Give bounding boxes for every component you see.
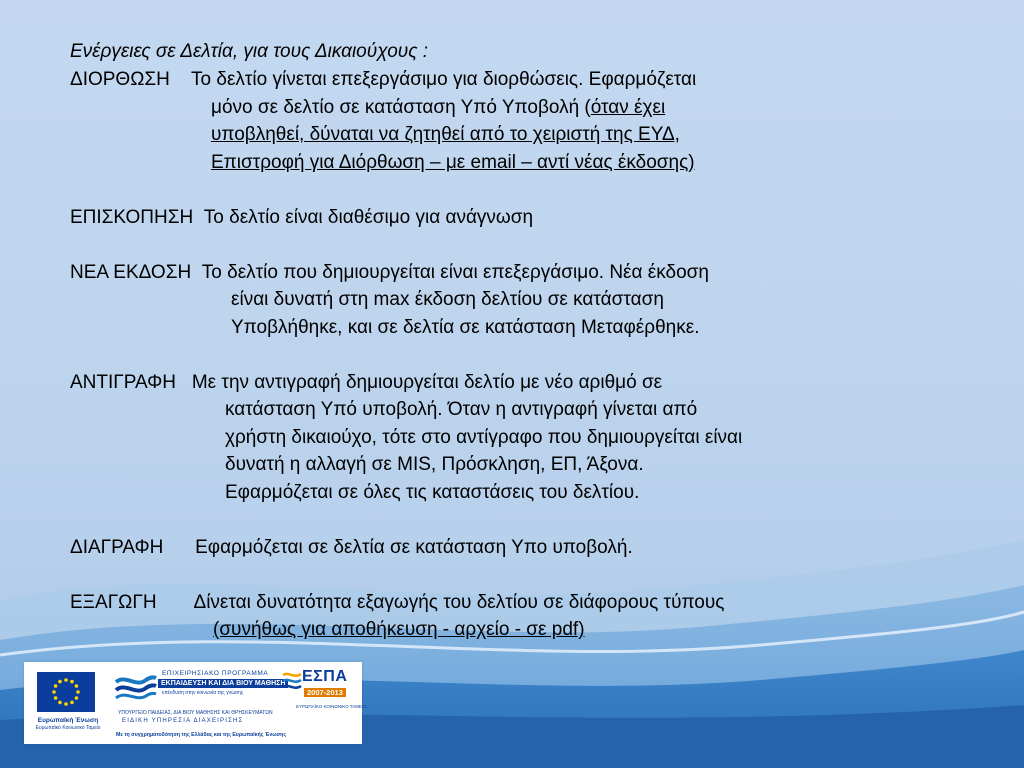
cofunding-note: Με τη συγχρηματοδότηση της Ελλάδας και της Ευρωπαϊκής Ένωσης <box>116 732 287 738</box>
entry-text: δυνατή η αλλαγή σε MIS, Πρόσκληση, ΕΠ, Άξονα. <box>225 454 644 475</box>
entry-label: ΔΙΟΡΘΩΣΗ <box>70 69 170 90</box>
entry-underlined-text: (συνήθως για αποθήκευση - αρχείο - σε pdf) <box>213 619 585 640</box>
entry-text: Υποβλήθηκε, και σε δελτία σε κατάσταση Μεταφέρθηκε. <box>231 316 700 338</box>
entry-label: ΔΙΑΓΡΑΦΗ <box>70 536 164 558</box>
entry-text: χρήστη δικαιούχο, τότε στο αντίγραφο που δημιουργείται είναι <box>225 426 743 448</box>
entry-label: ΕΞΑΓΩΓΗ <box>70 591 157 613</box>
slide-title: Ενέργειες σε Δελτία, για τους Δικαιούχους : <box>70 41 429 62</box>
entry-text: κατάσταση Υπό υποβολή. Όταν η αντιγραφή γίνεται από <box>225 399 698 420</box>
entry-correction <box>70 66 970 176</box>
espa-years: 2007-2013 <box>304 688 346 697</box>
eu-name: Ευρωπαϊκή Ένωση <box>37 717 99 724</box>
entry-preview <box>70 204 970 232</box>
funding-logos-banner <box>24 662 367 744</box>
education-program-logo <box>114 670 286 726</box>
managing-authority: ΕΙΔΙΚΗ ΥΠΗΡΕΣΙΑ ΔΙΑΧΕΙΡΙΣΗΣ <box>122 718 244 724</box>
entry-delete <box>70 534 970 562</box>
entry-label: ΑΝΤΙΓΡΑΦΗ <box>70 371 177 393</box>
entry-underlined-text: υποβληθεί, δύναται να ζητηθεί από το χειριστή της ΕΥΔ, <box>211 124 680 145</box>
program-label: ΕΠΙΧΕΙΡΗΣΙΑΚΟ ΠΡΟΓΡΑΜΜΑ <box>162 670 269 677</box>
entry-label: ΕΠΙΣΚΟΠΗΣΗ <box>70 206 194 228</box>
espa-wave-icon <box>282 670 302 692</box>
espa-fund: ΕΥΡΩΠΑΪΚΟ ΚΟΙΝΩΝΙΚΟ ΤΑΜΕΙΟ <box>296 704 367 709</box>
entry-underlined-text: Επιστροφή για Διόρθωση – με email – αντί νέας έκδοσης) <box>211 151 695 173</box>
entry-text: Δίνεται δυνατότητα εξαγωγής του δελτίου σε διάφορους τύπους <box>193 591 725 613</box>
ministry-name: ΥΠΟΥΡΓΕΙΟ ΠΑΙΔΕΙΑΣ, ΔΙΑ ΒΙΟΥ ΜΑΘΗΣΗΣ ΚΑΙ ΘΡΗΣΚΕΥΜΑΤΩΝ <box>118 710 273 716</box>
eu-caption <box>32 717 104 732</box>
program-slogan: επένδυση στην κοινωνία της γνώσης <box>162 690 244 696</box>
entry-text: είναι δυνατή στη max έκδοση δελτίου σε κατάσταση <box>231 289 664 310</box>
entry-text: Με την αντιγραφή δημιουργείται δελτίο με νέο αριθμό σε <box>191 371 663 393</box>
eu-fund: Ευρωπαϊκό Κοινωνικό Ταμείο <box>35 724 101 731</box>
entry-text: Το δελτίο γίνεται επεξεργάσιμο για διορθώσεις. Εφαρμόζεται <box>191 69 697 90</box>
wave-logo-icon <box>114 672 158 702</box>
entry-label: ΝΕΑ ΕΚΔΟΣΗ <box>70 261 192 283</box>
entry-copy <box>70 369 970 507</box>
slide-content <box>70 38 970 644</box>
espa-logo <box>282 668 367 724</box>
entry-text: μόνο σε δελτίο σε κατάσταση Υπό Υποβολή ( <box>211 96 591 118</box>
program-name: ΕΚΠΑΙΔΕΥΣΗ ΚΑΙ ΔΙΑ ΒΙΟΥ ΜΑΘΗΣΗ <box>158 679 288 688</box>
espa-title: ΕΣΠΑ <box>302 668 348 685</box>
entry-text: Το δελτίο είναι διαθέσιμο για ανάγνωση <box>203 206 534 228</box>
entry-text: Εφαρμόζεται σε όλες τις καταστάσεις του δελτίου. <box>225 481 640 503</box>
entry-export <box>70 589 970 644</box>
entry-new-version <box>70 259 970 342</box>
entry-text: Το δελτίο που δημιουργείται είναι επεξεργάσιμο. Νέα έκδοση <box>201 261 709 283</box>
entry-underlined-text: όταν έχει <box>590 96 666 118</box>
entry-text: Εφαρμόζεται σε δελτία σε κατάσταση Υπο υποβολή. <box>195 536 633 558</box>
eu-flag-icon <box>37 672 95 712</box>
